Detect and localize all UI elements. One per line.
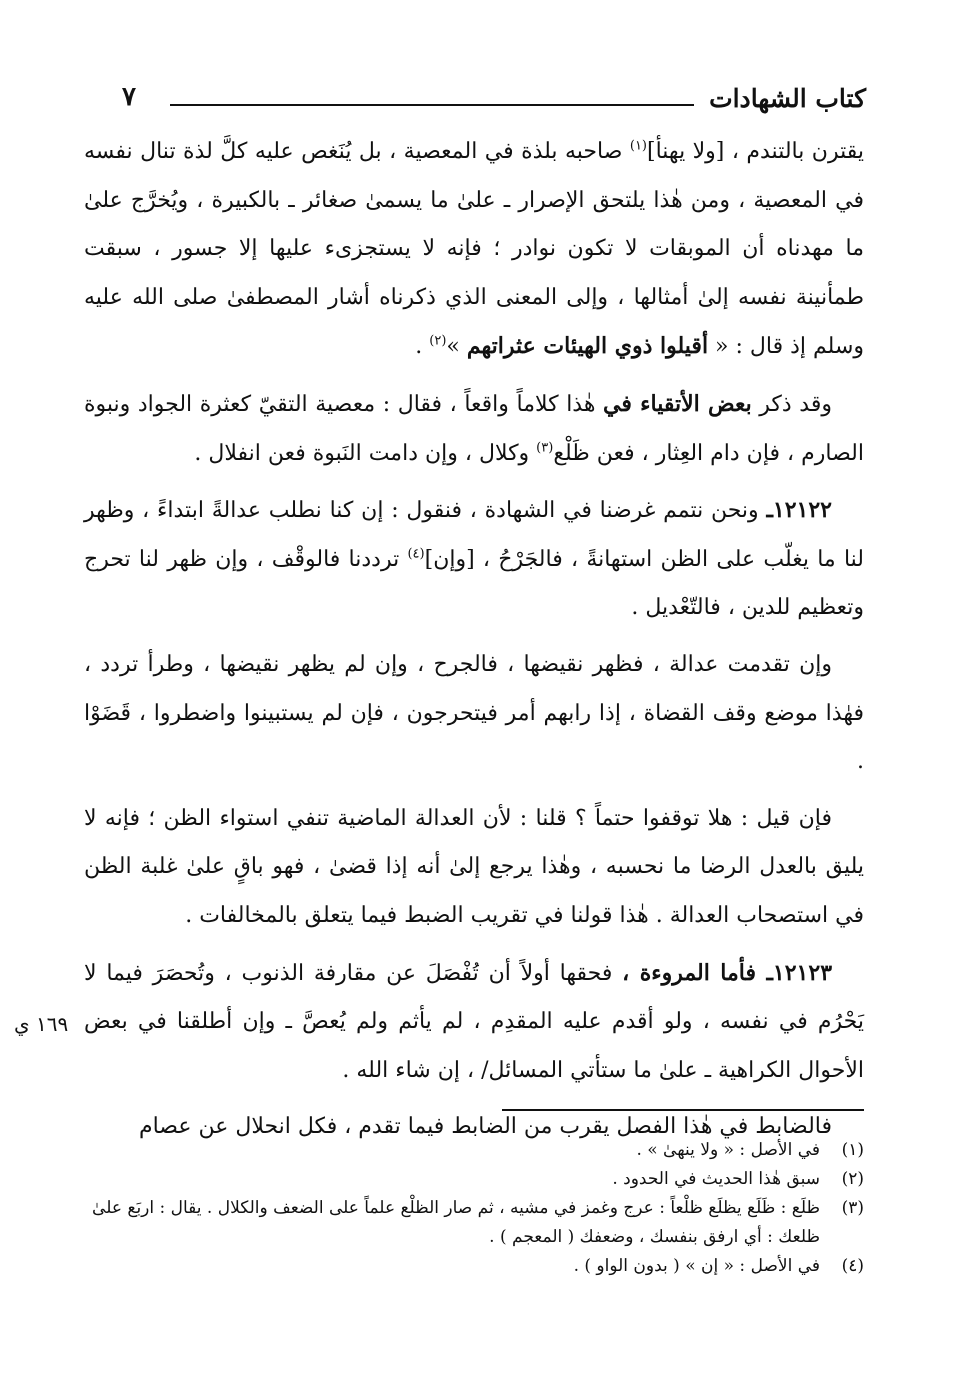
footnote-number: (١) <box>841 1140 864 1160</box>
text-run: ونحن نتمم غرضنا في الشهادة ، فنقول : إن كنا نطلب عدالةً ابتداءً ، وظهر لنا ما يغلّب على الظن استهانةً ، فالجَرْحُ ، [وإن] <box>84 498 864 572</box>
footnote-divider <box>502 1109 864 1111</box>
footnote-number: (٤) <box>841 1256 864 1276</box>
footnote-text: في الأصل : « ولا ينهىٰ » . <box>636 1140 820 1160</box>
text-run: . <box>415 334 430 360</box>
footnote-ref-1[interactable]: (١) <box>629 138 647 154</box>
paragraph-5: فإن قيل : هلا توقفوا حتماً ؟ قلنا : لأن العدالة الماضية تنفي استواء الظن ؛ فإنه لا يليق بالعدل الرضا ما نحسبه ، وهٰذا يرجع إلىٰ أنه إذا قضىٰ ، فهو باقٍ علىٰ غلبة الظن في استصحاب العدالة . هٰذا قولنا في تقريب الضبط فيما يتعلق بالمخالفات . <box>84 805 864 928</box>
page-number: ٧ <box>122 82 136 112</box>
paragraph-3 <box>84 486 864 633</box>
footnote-item <box>74 1136 864 1165</box>
text-run: هٰذا كلاماً واقعاً ، فقال : معصية التقيّ كعثرة الجواد ونبوة الصارم ، فإن دام العِثار ، فعن ظَلْع <box>84 391 864 466</box>
footnote-number: (٣) <box>841 1198 864 1218</box>
footnotes <box>74 1136 864 1281</box>
paragraph-6 <box>84 949 864 1096</box>
running-header <box>80 78 866 118</box>
footnote-text: ظلَع : ظَلَع يظلَع ظلْعاً : عرج وغمز في مشيه ، ثم صار الظلْع علماً على الضعف والكلال . يقال : اربَع علىٰ ظلعك : أي ارفق بنفسك ، وضعفك ( المعجم ) . <box>92 1198 820 1247</box>
footnote-item <box>74 1165 864 1194</box>
footnote-ref-4[interactable]: (٤) <box>407 546 425 562</box>
section-number: ١٢١٢٢ـ <box>766 497 832 524</box>
section-number: ١٢١٢٣ـ <box>766 959 833 986</box>
header-rule <box>170 104 694 106</box>
paragraph-1 <box>84 128 864 372</box>
footnote-ref-3[interactable]: (٣) <box>536 440 554 456</box>
text-run: وكلال ، وإن دامت النَبوة فعن انفلال . <box>194 440 537 466</box>
footnote-item <box>74 1194 864 1252</box>
text-run: ترددنا فالوقْف ، وإن ظهر لنا تحرج وتعظيم للدين ، فالتّعْديل . <box>84 546 864 621</box>
hadith-quote: أقيلوا ذوي الهيئات عثراتهم <box>466 333 709 360</box>
bold-phrase: بعض الأتقياء في <box>603 390 752 417</box>
text-run: يقترن بالتندم ، [ولا يهنأ] <box>647 139 864 164</box>
footnote-text: سبق هٰذا الحديث في الحدود . <box>612 1169 820 1189</box>
footnote-number: (٢) <box>841 1169 864 1189</box>
paragraph-2 <box>84 380 864 478</box>
paragraph-7: فالضابط في هٰذا الفصل يقرب من الضابط فيما تقدم ، فكل انحلال عن عصام <box>138 1114 832 1140</box>
paragraph-4: وإن تقدمت عدالة ، فظهر نقيضها ، فالجرح ، وإن لم يظهر نقيضها ، وطرأ تردد ، فهٰذا موضع وقف القضاة ، إذا رابهم أمر فيتحرجون ، فإن لم يستبينوا واضطروا ، قَضَوْا . <box>84 651 864 775</box>
chapter-title: كتاب الشهادات <box>709 84 866 113</box>
main-text <box>84 128 864 1152</box>
manuscript-folio-marker: ١٦٩ ي <box>14 1012 69 1036</box>
footnote-text: في الأصل : « إن » ( بدون الواو ) . <box>573 1256 820 1276</box>
text-run: » <box>446 334 467 360</box>
text-run: فحقها أولاً أن تُفْصَلَ عن مقارفة الذنوب ، وتُحصَرَ فيما لا يَحْرُم في نفسه ، ولو أقدم عليه المقدِم ، لم يأثم ولم يُعصَّ ـ وإن أطلقنا في بعض الأحوال الكراهية ـ علىٰ ما ستأتي المسائل/ ، إن شاء الله . <box>84 960 864 1083</box>
footnote-ref-2[interactable]: (٢) <box>429 334 447 350</box>
footnote-item <box>74 1252 864 1281</box>
text-run: وقد ذكر <box>751 391 832 417</box>
text-run: صاحبه بلذة في المعصية ، بل يُنَغص عليه كلَّ لذة تنال نفسه في المعصية ، ومن هٰذا يلتحق الإصرار ـ علىٰ ما يسمىٰ صغائر ـ بالكبيرة ، ويُخرَّج علىٰ ما مهدناه أن الموبقات لا تكون نوادر ؛ فإنه لا يستجزىء عليها إلا جسور ، سبقت طمأنينة نفسه إلىٰ أمثالها ، وإلى المعنى الذي ذكرناه أشار المصطفىٰ صلى الله عليه وسلم إذ قال : « <box>84 139 864 360</box>
bold-phrase: فأما المروءة ، <box>622 959 767 986</box>
